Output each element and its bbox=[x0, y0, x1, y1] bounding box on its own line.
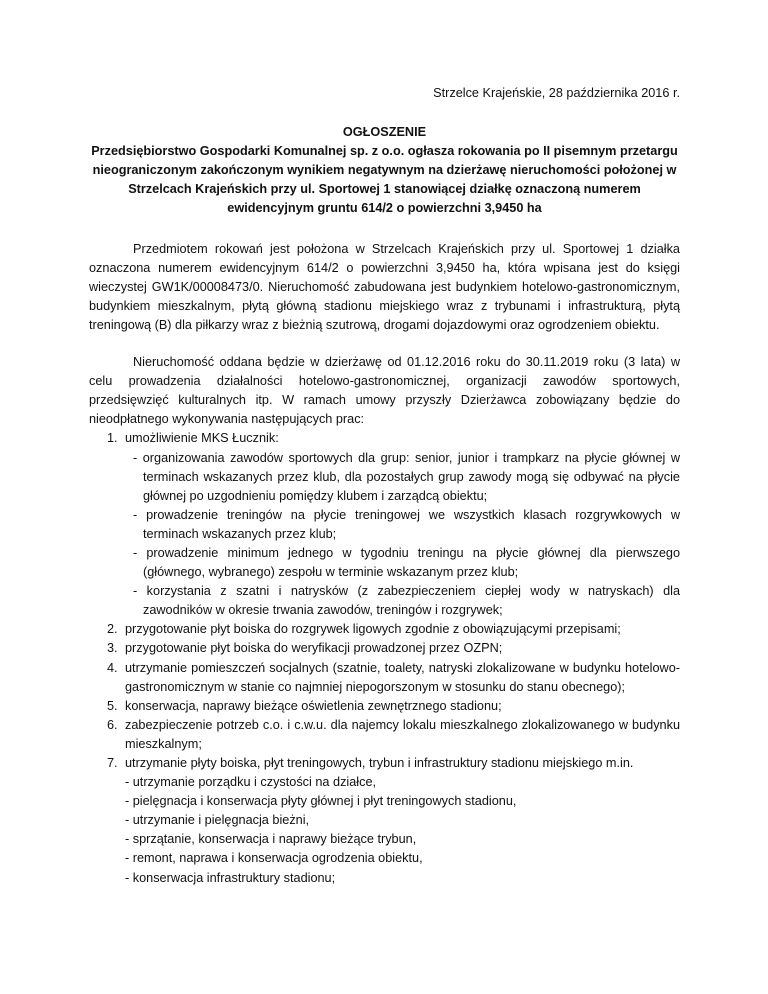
list-item-number: 6. bbox=[107, 717, 118, 732]
list-item bbox=[107, 697, 680, 716]
paragraph-subject-description: Przedmiotem rokowań jest położona w Strzelcach Krajeńskich przy ul. Sportowej 1 działka oznaczona numerem ewidencyjnym 614/2 o powierzchni 3,9450 ha, która wpisana jest do księgi wieczystej GW1K/00008473/0. Nieruchomość zabudowana jest budynkiem hotelowo-gastronomicznym, budynkiem mieszkalnym, płytą główną stadionu miejskiego wraz z trybunami i infrastrukturą, płytą treningową (B) dla piłkarzy wraz z bieżnią szutrową, drogami dojazdowymi oraz ogrodzeniem obiektu. bbox=[89, 241, 680, 332]
list-item-number: 4. bbox=[107, 660, 118, 675]
sub-list-item: - sprzątanie, konserwacja i naprawy bieżące trybun, bbox=[125, 832, 417, 847]
sub-list-item: - pielęgnacja i konserwacja płyty głównej i płyt treningowych stadionu, bbox=[125, 794, 517, 809]
list-item-number: 1. bbox=[107, 431, 118, 446]
announcement-subject: Przedsiębiorstwo Gospodarki Komunalnej sp. z o.o. ogłasza rokowania po II pisemnym przetargu nieograniczonym zakończonym wynikiem negatywnym na dzierżawę nieruchomości położonej w Strzelcach Krajeńskich przy ul. Sportowej 1 stanowiącej działkę oznaczoną numerem ewidencyjnym gruntu 614/2 o powierzchni 3,9450 ha bbox=[91, 144, 678, 216]
list-item-number: 3. bbox=[107, 641, 118, 656]
sub-list-item: - organizowania zawodów sportowych dla grup: senior, junior i trampkarz na płycie głównej w terminach wskazanych przez klub, dla pozostałych grup zawody mogą się odbywać na płycie głównej po uzgodnieniu pomiędzy klubem i zarządcą obiektu; bbox=[133, 450, 680, 503]
list-item-text: przygotowanie płyt boiska do weryfikacji prowadzonej przez OZPN; bbox=[125, 641, 503, 656]
list-item-text: utrzymanie płyty boiska, płyt treningowych, trybun i infrastruktury stadionu miejskiego m.in. bbox=[125, 756, 634, 770]
sub-list-item: - remont, naprawa i konserwacja ogrodzenia obiektu, bbox=[125, 851, 423, 866]
task-list bbox=[89, 429, 680, 887]
sub-list-item: - prowadzenie treningów na płycie treningowej we wszystkich klasach rozgrywkowych w terminach wskazanych przez klub; bbox=[133, 507, 680, 541]
sub-list bbox=[125, 449, 680, 621]
sub-list-item: - utrzymanie i pielęgnacja bieżni, bbox=[125, 813, 310, 828]
sub-list-item: - utrzymanie porządku i czystości na działce, bbox=[125, 775, 377, 790]
list-item-number: 5. bbox=[107, 698, 118, 713]
list-item bbox=[107, 716, 680, 754]
list-item-text: utrzymanie pomieszczeń socjalnych (szatnie, toalety, natryski zlokalizowane w budynku hotelowo-gastronomicznym w stanie co najmniej niepogorszonym w stosunku do stanu obecnego); bbox=[125, 660, 680, 694]
sub-list-item: - prowadzenie minimum jednego w tygodniu treningu na płycie głównej dla pierwszego (głównego, wybranego) zespołu w terminie wskazanym przez klub; bbox=[133, 545, 680, 580]
announcement-title: OGŁOSZENIE bbox=[342, 125, 427, 140]
paragraph-lease-terms: Nieruchomość oddana będzie w dzierżawę od 01.12.2016 roku do 30.11.2019 roku (3 lata) w celu prowadzenia działalności hotelowo-gastronomicznej, organizacji zawodów sportowych, przedsięwzięć kulturalnych itp. W ramach umowy przyszły Dzierżawca zobowiązany będzie do nieodpłatnego wykonywania następujących prac: bbox=[89, 355, 680, 427]
list-item-number: 2. bbox=[107, 622, 118, 637]
list-item bbox=[107, 659, 680, 697]
place-date: Strzelce Krajeńskie, 28 października 2016 r. bbox=[433, 86, 680, 100]
announcement-heading bbox=[89, 123, 680, 218]
list-item-text: konserwacja, naprawy bieżące oświetlenia zewnętrznego stadionu; bbox=[125, 698, 502, 713]
list-item bbox=[107, 429, 680, 620]
sub-list-item: - konserwacja infrastruktury stadionu; bbox=[125, 870, 336, 885]
list-item bbox=[107, 639, 680, 658]
list-item bbox=[107, 620, 680, 639]
sub-list bbox=[125, 773, 680, 888]
list-item-text: przygotowanie płyt boiska do rozgrywek ligowych zgodnie z obowiązującymi przepisami; bbox=[125, 622, 621, 637]
sub-list-item: - korzystania z szatni i natrysków (z zabezpieczeniem ciepłej wody w natryskach) dla zawodników w okresie trwania zawodów, treningów i rozgrywek; bbox=[133, 584, 680, 618]
list-item-text: zabezpieczenie potrzeb c.o. i c.w.u. dla najemcy lokalu mieszkalnego zlokalizowanego w budynku mieszkalnym; bbox=[125, 717, 680, 751]
list-item-text: umożliwienie MKS Łucznik: bbox=[125, 431, 279, 446]
list-item bbox=[107, 754, 680, 888]
list-item-number: 7. bbox=[107, 756, 118, 770]
